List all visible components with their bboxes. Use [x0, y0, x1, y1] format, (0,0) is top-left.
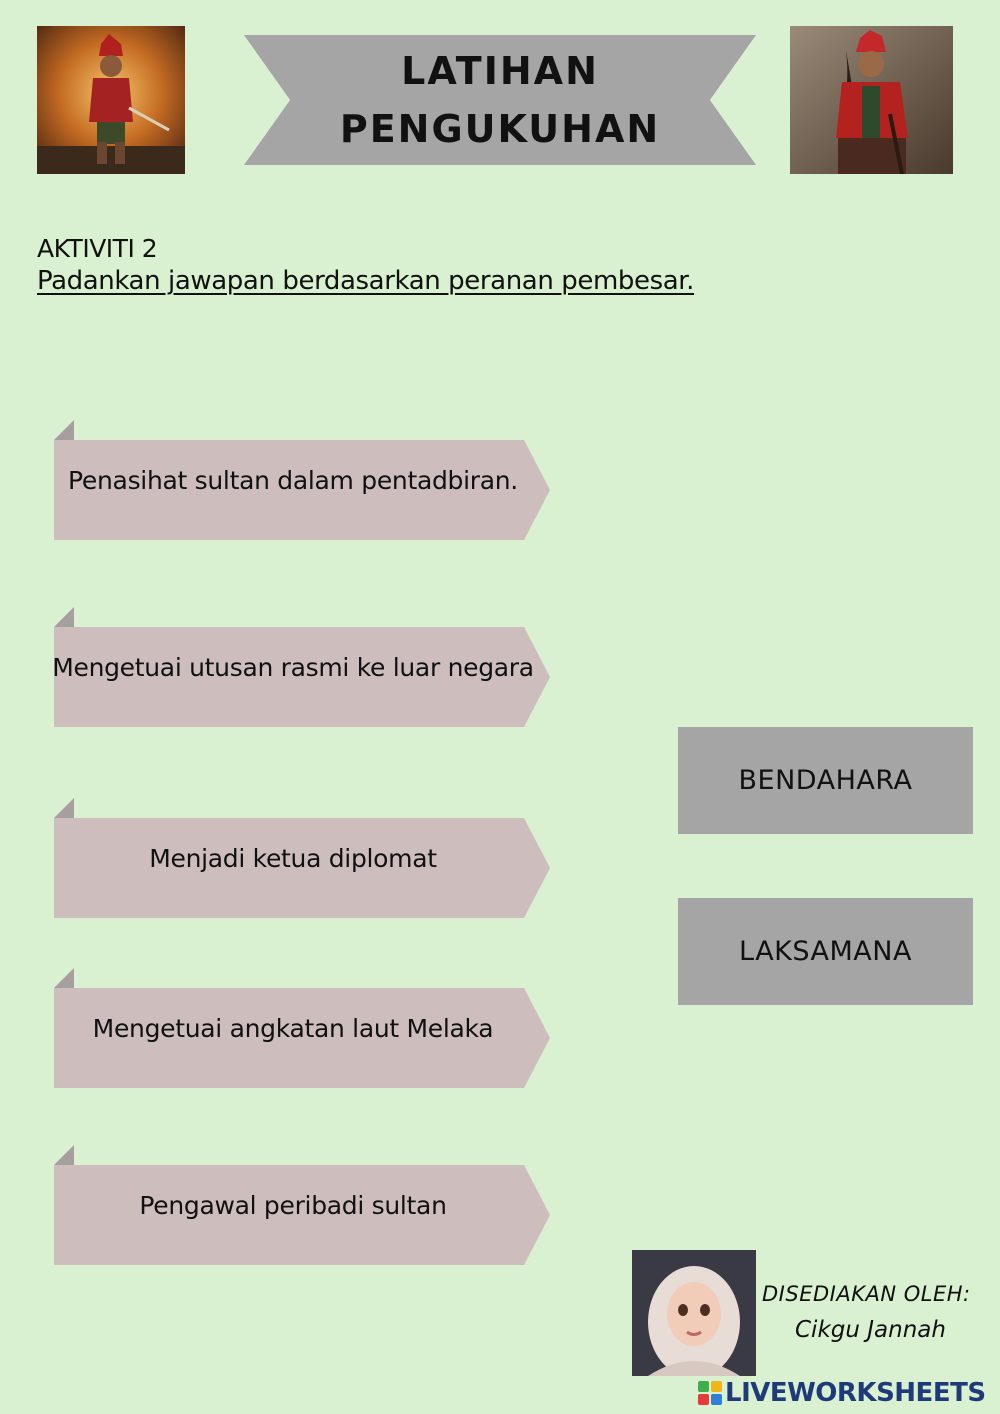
card-fold [54, 607, 74, 627]
instruction-text: Padankan jawapan berdasarkan peranan pembesar. [37, 266, 695, 296]
title-line-2: PENGUKUHAN [339, 107, 661, 151]
statement-card[interactable] [54, 420, 550, 540]
card-fold [54, 1145, 74, 1165]
page-title [244, 35, 756, 165]
prepared-by-label: DISEDIAKAN OLEH: [762, 1282, 971, 1306]
statement-text: Mengetuai utusan rasmi ke luar negara [52, 652, 534, 682]
answer-box-laksamana[interactable]: LAKSAMANA [678, 898, 973, 1005]
title-ribbon [244, 35, 756, 165]
card-fold [54, 968, 74, 988]
answer-box-bendahara[interactable]: BENDAHARA [678, 727, 973, 834]
statement-card[interactable] [54, 607, 550, 727]
statement-text: Pengawal peribadi sultan [139, 1190, 447, 1220]
statement-text: Mengetuai angkatan laut Melaka [92, 1013, 494, 1043]
author-avatar [632, 1250, 756, 1376]
title-line-1: LATIHAN [401, 49, 599, 93]
liveworksheets-logo-icon [698, 1381, 722, 1405]
brand-text: LIVEWORKSHEETS [725, 1378, 986, 1408]
warrior-illustration-right [790, 26, 953, 174]
statement-card[interactable] [54, 968, 550, 1088]
statement-card[interactable] [54, 798, 550, 918]
warrior-illustration-left [37, 26, 185, 174]
statement-text: Penasihat sultan dalam pentadbiran. [68, 465, 518, 495]
statement-card[interactable] [54, 1145, 550, 1265]
author-name: Cikgu Jannah [795, 1317, 946, 1343]
liveworksheets-brand[interactable] [698, 1378, 986, 1408]
card-fold [54, 420, 74, 440]
statement-text: Menjadi ketua diplomat [149, 843, 437, 873]
activity-label: AKTIVITI 2 [37, 234, 158, 263]
card-fold [54, 798, 74, 818]
